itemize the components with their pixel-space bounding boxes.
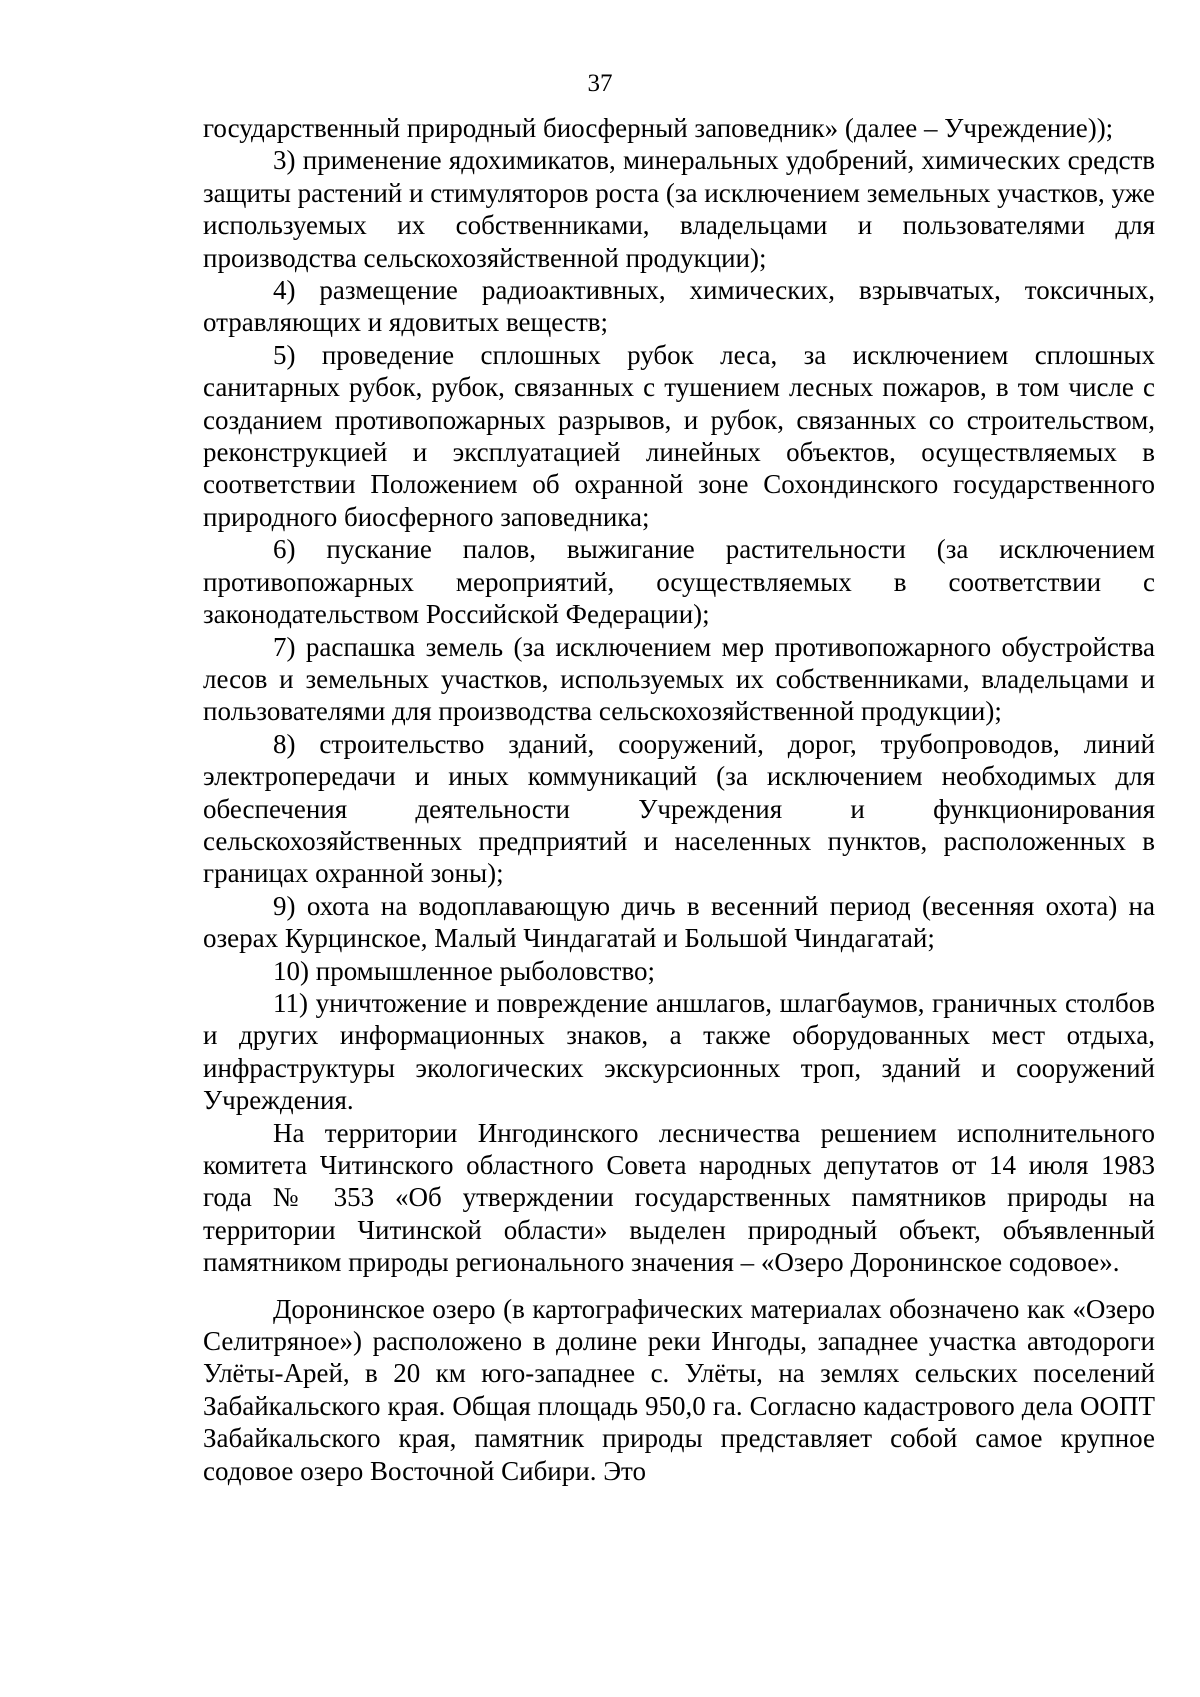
paragraph-item-7: 7) распашка земель (за исключением мер противопожарного обустройства лесов и земельных участков, используемых их собственниками, владельцами и пользователями для производства сельскохозяйственной продукции); xyxy=(203,631,1155,727)
paragraph-doroninskoe-lake: Доронинское озеро (в картографических материалах обозначено как «Озеро Селитряное») расположено в долине реки Ингоды, западнее участка автодороги Улёты-Арей, в 20 км юго-западнее с. Улёты, на землях сельских поселений Забайкальского края. Общая площадь 950,0 га. Согласно кадастрового дела ООПТ Забайкальского края, памятник природы представляет собой самое крупное содовое озеро Восточной Сибири. Это xyxy=(203,1293,1155,1486)
paragraph-item-8: 8) строительство зданий, сооружений, дорог, трубопроводов, линий электропередачи и иных коммуникаций (за исключением необходимых для обеспечения деятельности Учреждения и функционирования сельскохозяйственных предприятий и населенных пунктов, расположенных в границах охранной зоны); xyxy=(203,728,1155,889)
paragraph-ingoda-forestry: На территории Ингодинского лесничества решением исполнительного комитета Читинского областного Совета народных депутатов от 14 июля 1983 года № 353 «Об утверждении государственных памятников природы на территории Читинской области» выделен природный объект, объявленный памятником природы регионального значения – «Озеро Доронинское содовое». xyxy=(203,1117,1155,1278)
paragraph-item-4: 4) размещение радиоактивных, химических, взрывчатых, токсичных, отравляющих и ядовитых веществ; xyxy=(203,275,1155,338)
page-number: 37 xyxy=(587,70,613,97)
document-body xyxy=(203,112,1155,1487)
paragraph-item-5: 5) проведение сплошных рубок леса, за исключением сплошных санитарных рубок, рубок, связанных с тушением лесных пожаров, в том числе с созданием противопожарных разрывов, и рубок, связанных со строительством, реконструкцией и эксплуатацией линейных объектов, осуществляемых в соответствии Положением об охранной зоне Сохондинского государственного природного биосферного заповедника; xyxy=(203,339,1155,532)
paragraph-item-9: 9) охота на водоплавающую дичь в весенний период (весенняя охота) на озерах Курцинское, Малый Чиндагатай и Большой Чиндагатай; xyxy=(203,890,1155,954)
paragraph-continuation: государственный природный биосферный заповедник» (далее – Учреждение)); xyxy=(203,113,1114,143)
paragraph-item-11: 11) уничтожение и повреждение аншлагов, шлагбаумов, граничных столбов и других информационных знаков, а также оборудованных мест отдыха, инфраструктуры экологических экскурсионных троп, зданий и сооружений Учреждения. xyxy=(203,987,1155,1116)
paragraph-item-10: 10) промышленное рыболовство; xyxy=(273,955,656,986)
paragraph-item-6: 6) пускание палов, выжигание растительности (за исключением противопожарных мероприятий, осуществляемых в соответствии с законодательством Российской Федерации); xyxy=(203,534,1155,630)
paragraph-item-3: 3) применение ядохимикатов, минеральных удобрений, химических средств защиты растений и стимуляторов роста (за исключением земельных участков, уже используемых их собственниками, владельцами и пользователями для производства сельскохозяйственной продукции); xyxy=(203,145,1155,273)
